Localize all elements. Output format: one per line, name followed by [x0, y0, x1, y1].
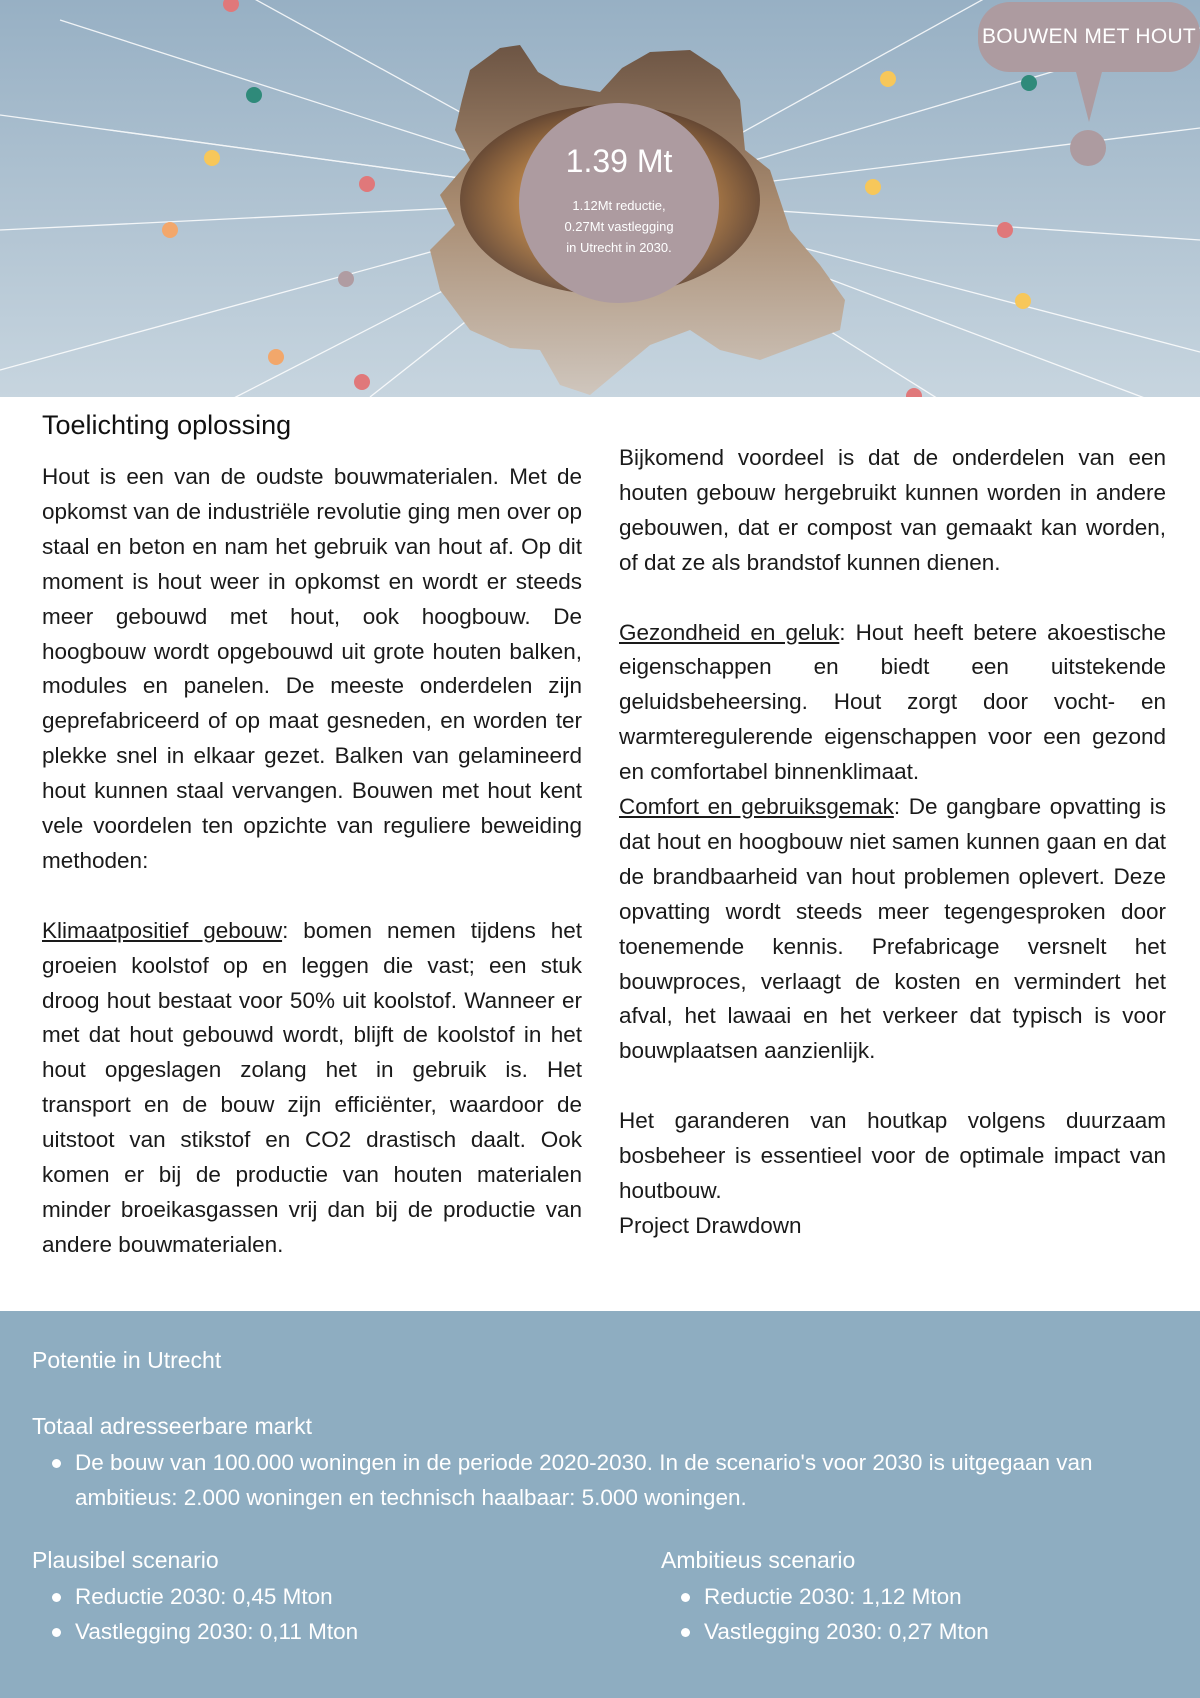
- article-left-column: [42, 460, 582, 1263]
- climate-label: Klimaatpositief gebouw: [42, 917, 283, 943]
- potential-section: [0, 1311, 1200, 1698]
- climate-text: : bomen nemen tijdens het groeien koolstof op en leggen die vast; een stuk droog hout bestaat voor 50% uit koolstof. Wanneer er met dat hout gebouwd wordt, blijft de koolstof in het hout opgeslagen zolang het in gebruik is. Het transport en de bouw zijn efficiënter, waardoor de uitstoot van stikstof en CO2 drastisch daalt. Ook komen er bij de productie van houten materialen minder broeikasgassen vrij dan bij de productie van andere bouwmaterialen.: [42, 917, 582, 1257]
- comfort-label: Comfort en gebruiksgemak: [619, 794, 894, 820]
- source-credit: Project Drawdown: [619, 1212, 802, 1238]
- ambitious-scenario-list: [661, 1579, 1181, 1649]
- caption-line: in Utrecht in 2030.: [566, 240, 672, 255]
- list-item: Reductie 2030: 1,12 Mton: [661, 1579, 1181, 1614]
- health-paragraph: [619, 616, 1166, 791]
- list-item: De bouw van 100.000 woningen in de periode 2020-2030. In de scenario's voor 2030 is uitgegaan van ambitieus: 2.000 woningen en technisch haalbaar: 5.000 woningen.: [32, 1445, 1162, 1515]
- caption-line: 0.27Mt vastlegging: [564, 219, 674, 234]
- list-item: Vastlegging 2030: 0,11 Mton: [32, 1614, 592, 1649]
- climate-paragraph: [42, 914, 582, 1263]
- badge-tail: [1075, 68, 1103, 122]
- total-impact-value: 1.39 Mt: [565, 143, 673, 179]
- intro-paragraph: Hout is een van de oudste bouwmaterialen. Met de opkomst van de industriële revolutie ging men over op staal en beton en nam het gebruik van hout af. Op dit moment is hout weer in opkomst en wordt er steeds meer gebouwd met hout, ook hoogbouw. De hoogbouw wordt opgebouwd uit grote houten balken, modules en panelen. De meeste onderdelen zijn geprefabriceerd of op maat gesneden, en worden ter plekke snel in elkaar gezet. Balken van gelamineerd hout kunnen staal vervangen. Bouwen met hout kent vele voordelen ten opzichte van reguliere beweiding methoden:: [42, 464, 582, 873]
- market-title: Totaal adresseerbare markt: [32, 1413, 312, 1439]
- plausible-scenario-list: [32, 1579, 592, 1649]
- article: [0, 397, 1200, 1310]
- article-heading: Toelichting oplossing: [42, 410, 292, 440]
- article-right-column: [619, 441, 1166, 1244]
- health-label: Gezondheid en geluk: [619, 619, 840, 645]
- health-text: : Hout heeft betere akoestische eigenschappen en biedt een uitstekende geluidsbeheersing. Hout zorgt door vocht- en warmteregulerende eigenschappen voor een gezond en comfortabel binnenklimaat.: [619, 619, 1166, 785]
- forestry-paragraph: Het garanderen van houtkap volgens duurzaam bosbeheer is essentieel voor de optimale impact van houtbouw.: [619, 1108, 1166, 1203]
- potential-title: Potentie in Utrecht: [32, 1347, 222, 1373]
- list-item: Vastlegging 2030: 0,27 Mton: [661, 1614, 1181, 1649]
- comfort-text: : De gangbare opvatting is dat hout en hoogbouw niet samen kunnen gaan en dat de brandbaarheid van hout problemen oplevert. Deze opvatting wordt steeds meer tegengesproken door toenemende kennis. Prefabricage versnelt het bouwproces, verlaagt de kosten en vermindert het afval, het lawaai en het verkeer dat typisch is voor bouwplaatsen aanzienlijk.: [619, 794, 1166, 1064]
- caption-line: 1.12Mt reductie,: [572, 198, 666, 213]
- reuse-paragraph: Bijkomend voordeel is dat de onderdelen van een houten gebouw hergebruikt kunnen worden in andere gebouwen, dat er compost van gemaakt kan worden, of dat ze als brandstof kunnen dienen.: [619, 445, 1166, 575]
- ambitious-scenario-title: Ambitieus scenario: [661, 1547, 856, 1573]
- plausible-scenario-title: Plausibel scenario: [32, 1547, 219, 1573]
- comfort-paragraph: [619, 790, 1166, 1069]
- hero-banner: [0, 0, 1200, 397]
- total-impact-caption: [539, 195, 699, 258]
- topic-badge: BOUWEN MET HOUT: [978, 2, 1200, 72]
- total-impact-circle: [519, 103, 719, 303]
- market-list: [32, 1445, 1162, 1515]
- list-item: Reductie 2030: 0,45 Mton: [32, 1579, 592, 1614]
